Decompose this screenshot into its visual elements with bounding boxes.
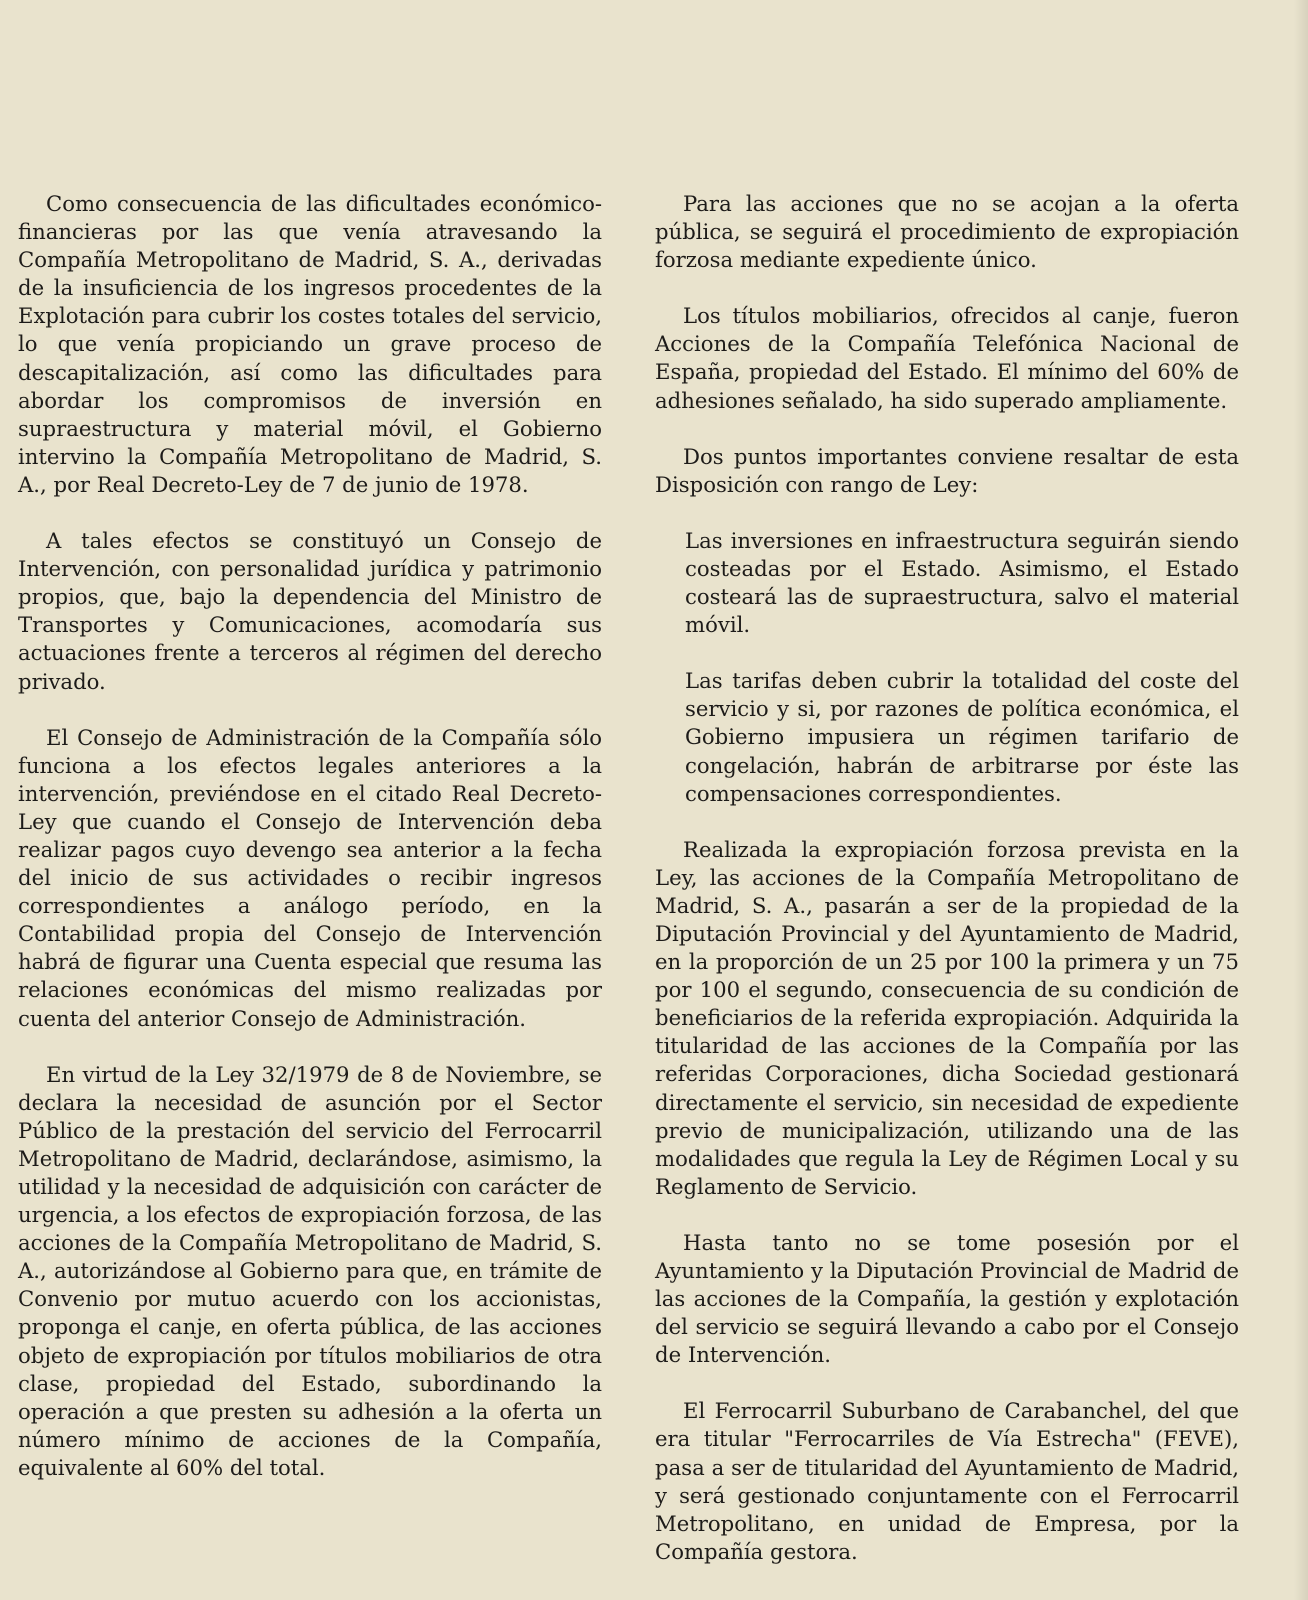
paragraph-realizada-expropiacion: Realizada la expropiación forzosa prevista en la Ley, las acciones de la Compañía Metropolitano de Madrid, S. A., pasarán a ser de la propiedad de la Diputación Provincial y del Ayuntamiento de Madrid, en la proporción de un 25 por 100 la primera y un 75 por 100 el segundo, consecuencia de su condición de beneficiarios de la referida expropiación. Adquirida la titularidad de las acciones de la Compañía por las referidas Corporaciones, dicha Sociedad gestionará directamente el servicio, sin necesidad de expediente previo de municipalización, utilizando una de las modalidades que regula la Ley de Régimen Local y su Reglamento de Servicio. <box>655 836 1239 1199</box>
paragraph-consejo-administracion: El Consejo de Administración de la Compañía sólo funciona a los efectos legales anteriores a la intervención, previéndose en el citado Real Decreto-Ley que cuando el Consejo de Intervención deba realizar pagos cuyo devengo sea anterior a la fecha del inicio de sus actividades o recibir ingresos correspondientes a análogo período, en la Contabilidad propia del Consejo de Intervención habrá de figurar una Cuenta especial que resuma las relaciones económicas del mismo realizadas por cuenta del anterior Consejo de Administración. <box>18 724 602 1031</box>
paragraph-puntos-importantes: Dos puntos importantes conviene resaltar de esta Disposición con rango de Ley: <box>655 443 1239 497</box>
paragraph-ley-32-1979: En virtud de la Ley 32/1979 de 8 de Noviembre, se declara la necesidad de asunción por el Sector Público de la prestación del servicio del Ferrocarril Metropolitano de Madrid, declarándose, asimismo, la utilidad y la necesidad de adquisición con carácter de urgencia, a los efectos de expropiación forzosa, de las acciones de la Compañía Metropolitano de Madrid, S. A., autorizándose al Gobierno para que, en trámite de Convenio por mutuo acuerdo con los accionistas, proponga el canje, en oferta pública, de las acciones objeto de expropiación por títulos mobiliarios de otra clase, propiedad del Estado, subordinando la operación a que presten su adhesión a la oferta un número mínimo de acciones de la Compañía, equivalente al 60% del total. <box>18 1061 602 1480</box>
paragraph-intervention-background: Como consecuencia de las dificultades económico-financieras por las que venía atravesando la Compañía Metropolitano de Madrid, S. A., derivadas de la insuficiencia de los ingresos procedentes de la Explotación para cubrir los costes totales del servicio, lo que venía propiciando un grave proceso de descapitalización, así como las dificultades para abordar los compromisos de inversión en supraestructura y material móvil, el Gobierno intervino la Compañía Metropolitano de Madrid, S. A., por Real Decreto-Ley de 7 de junio de 1978. <box>18 191 602 497</box>
paragraph-ferrocarril-suburbano: El Ferrocarril Suburbano de Carabanchel, del que era titular "Ferrocarriles de Vía Estrecha" (FEVE), pasa a ser de titularidad del Ayuntamiento de Madrid, y será gestionado conjuntamente con el Ferrocarril Metropolitano, en unidad de Empresa, por la Compañía gestora. <box>655 1398 1239 1564</box>
paragraph-expropiacion-forzosa: Para las acciones que no se acojan a la oferta pública, se seguirá el procedimiento de expropiación forzosa mediante expediente único. <box>655 191 1239 273</box>
indented-item-tarifas: Las tarifas deben cubrir la totalidad del coste del servicio y si, por razones de política económica, el Gobierno impusiera un régimen tarifario de congelación, habrán de arbitrarse por éste las compensaciones correspondientes. <box>685 668 1239 806</box>
right-column <box>655 190 1239 1594</box>
scan-edge-shadow <box>1294 0 1308 1600</box>
paragraph-hasta-tanto: Hasta tanto no se tome posesión por el Ayuntamiento y la Diputación Provincial de Madrid de las acciones de la Compañía, la gestión y explotación del servicio se seguirá llevando a cabo por el Consejo de Intervención. <box>655 1229 1239 1368</box>
paragraph-titulos-mobiliarios: Los títulos mobiliarios, ofrecidos al canje, fueron Acciones de la Compañía Telefónica Nacional de España, propiedad del Estado. El mínimo del 60% de adhesiones señalado, ha sido superado ampliamente. <box>655 303 1239 413</box>
left-column <box>18 190 602 1510</box>
paragraph-consejo-intervencion: A tales efectos se constituyó un Consejo de Intervención, con personalidad jurídica y patrimonio propios, que, bajo la dependencia del Ministro de Transportes y Comunicaciones, acomodaría sus actuaciones frente a terceros al régimen del derecho privado. <box>18 528 602 694</box>
indented-item-inversiones: Las inversiones en infraestructura seguirán siendo costeadas por el Estado. Asimismo, el Estado costeará las de supraestructura, salvo el material móvil. <box>685 527 1239 638</box>
